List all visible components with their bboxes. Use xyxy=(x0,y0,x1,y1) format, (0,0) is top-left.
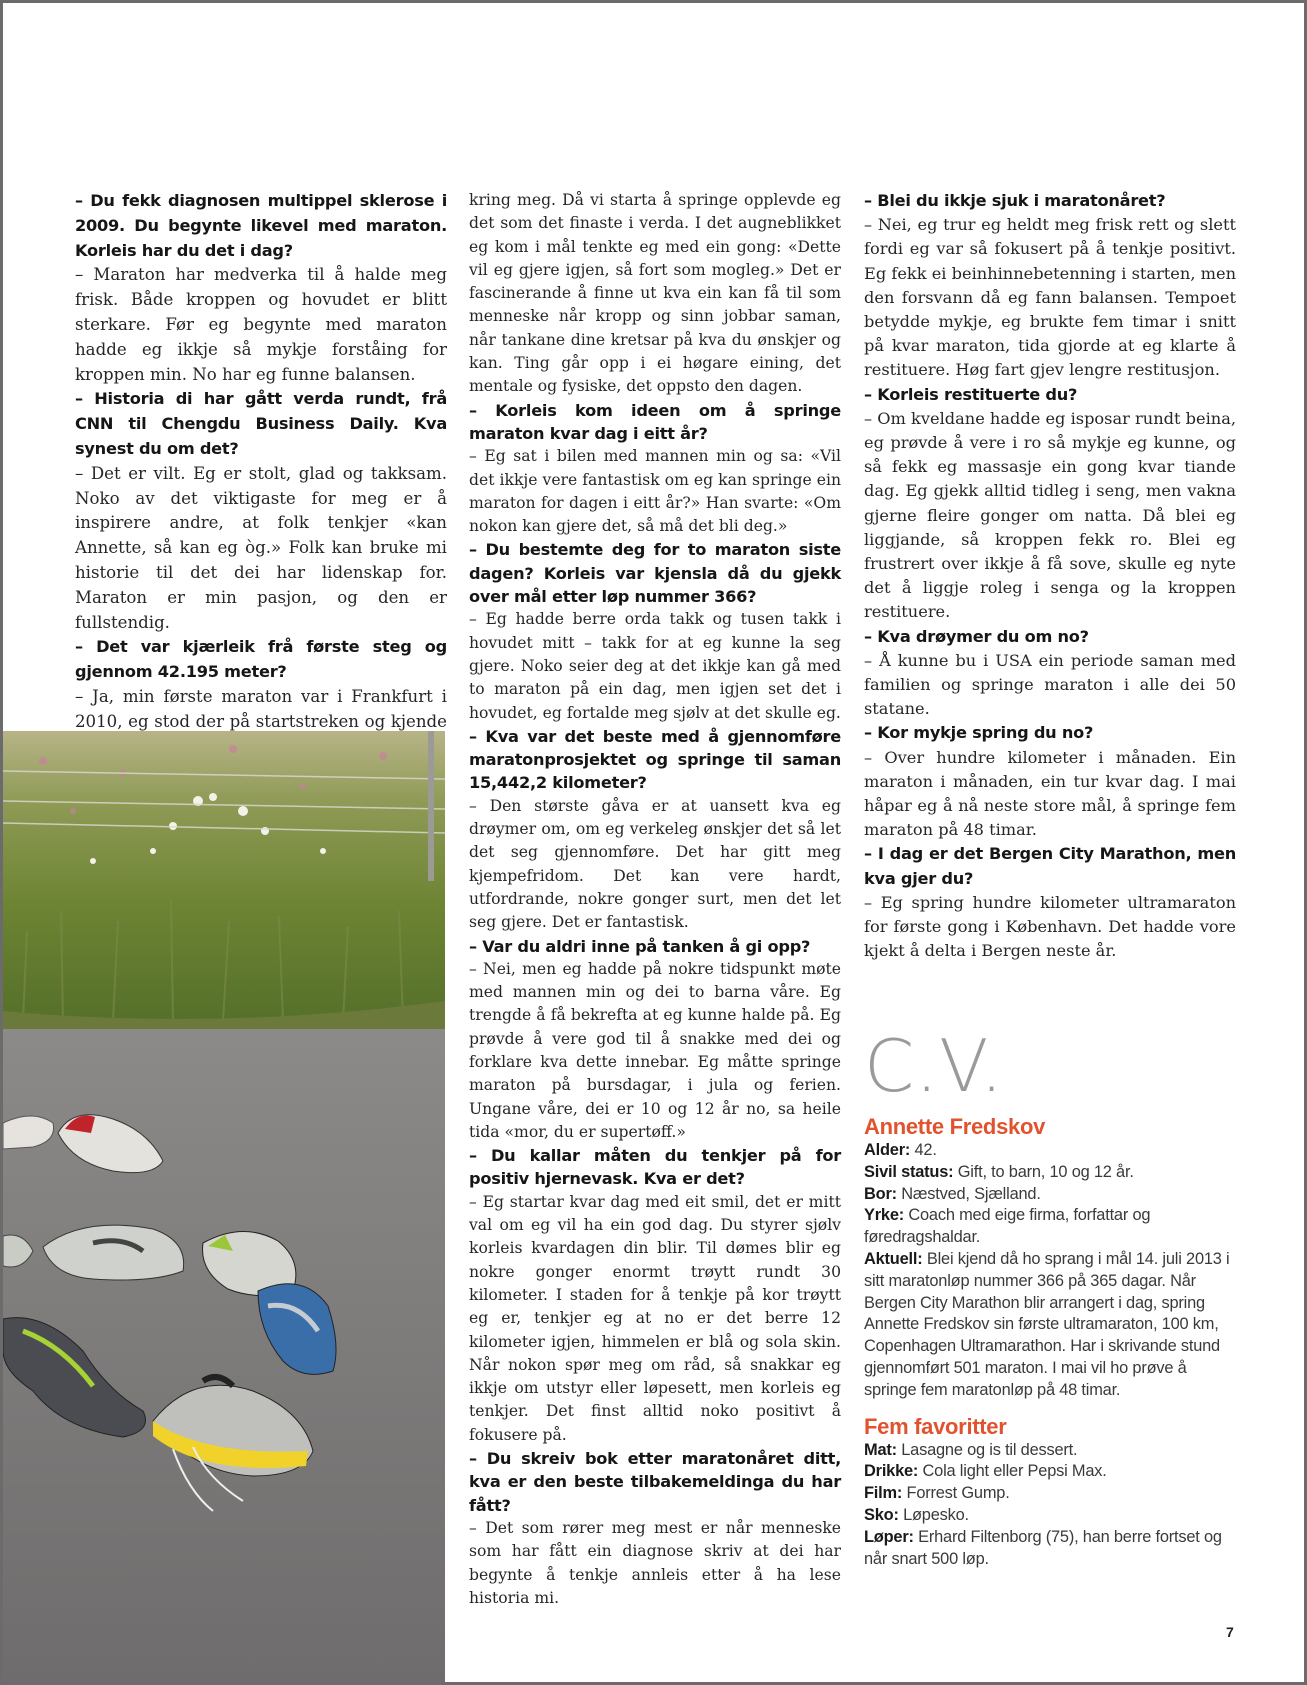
interview-answer: – Den største gåva er at uansett kva eg drøymer om, om eg verkeleg ønskjer det så let det seg gjennomføre. Det har gitt meg kjempefridom. Det kan vere hardt, utfordrande, nokre gonger surt, men det let seg gjere. Det er fantastisk. xyxy=(469,796,841,932)
interview-answer: – Ja, min første maraton var i Frankfurt i 2010, eg stod der på startstreken og kjende xyxy=(75,686,447,731)
interview-question: – Du skreiv bok etter maratonåret ditt, kva er den beste tilbakemeldinga du har fått? xyxy=(469,1449,841,1515)
interview-answer: – Nei, men eg hadde på nokre tidspunkt møte med mannen min og dei to barna våre. Eg trengde å få bekrefta at eg kunne halde på. Eg prøvde å vere god til å snakke med dei og forklare kva dette innebar. Eg måtte springe maraton på bursdagar, i jula og ferien. Ungane våre, dei er 10 og 12 år no, sa heile tida «mor, du er supertøff.» xyxy=(469,959,841,1141)
interview-answer: – Eg sat i bilen med mannen min og sa: «Vil det ikkje vere fantastisk om eg kan springe ein maraton for dagen i eitt år?» Han svarte: «Om nokon kan gjere det, så må det bli deg.» xyxy=(469,447,841,536)
interview-answer: – Over hundre kilometer i månaden. Ein maraton i månaden, ein tur kvar dag. I mai håpar eg å nå neste store mål, å springe fem maraton på 48 timar. xyxy=(864,747,1236,840)
interview-answer: – Eg hadde berre orda takk og tusen takk i hovudet mitt – takk for at eg kunne la seg gjere. Noko seier deg at det ikkje kan gå med to maraton på ein dag, men igjen set det i hovudet, eg fortalde meg sjølv at det skulle eg. xyxy=(469,610,841,722)
cv-fact-value: Blei kjend då ho sprang i mål 14. juli 2013 i sitt maratonløp nummer 366 på 365 dagar. Når Bergen City Marathon blir arrangert i dag, spring Annette Fredskov sin første ultramaraton, 100 km, Copenhagen Ultramarathon. Har i skrivande stund gjennomført 501 maraton. I mai vil ho prøve å springe fem maratonløp på 48 timar. xyxy=(864,1249,1230,1399)
interview-question: – Historia di har gått verda rundt, frå CNN til Chengdu Business Daily. Kva synest du om det? xyxy=(75,389,447,458)
article-column-3 xyxy=(864,189,1236,964)
interview-question: – Korleis kom ideen om å springe maraton kvar dag i eitt år? xyxy=(469,400,841,443)
favorite-item-label: Drikke: xyxy=(864,1462,919,1481)
interview-question: – Kva drøymer du om no? xyxy=(864,626,1089,646)
cv-fact-value: Næstved, Sjælland. xyxy=(896,1184,1041,1203)
cv-name: Annette Fredskov xyxy=(864,1114,1046,1139)
interview-answer: – Eg startar kvar dag med eit smil, det er mitt val om eg vil ha ein god dag. Du styrer sjølv korleis kvardagen din blir. Til dømes blir eg nokre gonger enormt trøytt rundt 30 kilometer. I staden for å tenkje på kor trøytt eg er, tenkjer eg at no er det berre 12 kilometer igjen, himmelen er blå og sola skin. Når nokon spør meg om råd, så snakkar eg ikkje om utstyr eller løpesett, men korleis eg tenkjer. Det finst alltid noko positivt å fokusere på. xyxy=(469,1192,841,1444)
interview-answer: kring meg. Då vi starta å springe opplevde eg det som det finaste i verda. I det augneblikket eg kom i mål tenkte eg med ein gong: «Dette vil eg gjere igjen, så fort som mogleg.» Det er fascinerande å finne ut kva ein kan få til som menneske når kropp og sinn jobbar saman, når tankane dine kretsar på kva du ønskjer og kan. Ting går opp i ei høgare eining, det mentale og fysiske, det oppsto den dagen. xyxy=(469,191,841,396)
cv-fact-label: Aktuell: xyxy=(864,1249,923,1268)
interview-question: – Du kallar måten du tenkjer på for positiv hjernevask. Kva er det? xyxy=(469,1146,841,1189)
favorite-item-value: Lasagne og is til dessert. xyxy=(896,1440,1078,1459)
interview-question: – Det var kjærleik frå første steg og gjennom 42.195 meter? xyxy=(75,637,447,682)
interview-answer: – Maraton har medverka til å halde meg frisk. Både kroppen og hovudet er blitt sterkare. Før eg begynte med maraton hadde eg ikkje så mykje forståing for kroppen min. No har eg funne balansen. xyxy=(75,265,447,384)
interview-question: – Korleis restituerte du? xyxy=(864,384,1078,404)
favorite-item-value: Forrest Gump. xyxy=(902,1484,1010,1503)
cv-fact-value: Gift, to barn, 10 og 12 år. xyxy=(953,1162,1134,1181)
cv-sidebar xyxy=(864,1024,1236,1570)
interview-question: – Blei du ikkje sjuk i maratonåret? xyxy=(864,191,1166,210)
cv-facts-list xyxy=(864,1140,1236,1402)
running-shoes-photo xyxy=(3,731,445,1685)
favorites-list xyxy=(864,1440,1236,1571)
cv-fact-label: Bor: xyxy=(864,1184,897,1203)
favorite-item xyxy=(864,1461,1236,1483)
interview-answer: – Eg spring hundre kilometer ultramaraton for første gong i København. Det hadde vore kjekt å delta i Bergen neste år. xyxy=(864,892,1236,961)
cv-fact xyxy=(864,1205,1236,1249)
cv-heading: C.V. xyxy=(864,1024,1005,1108)
favorite-item xyxy=(864,1440,1236,1462)
article-column-2 xyxy=(469,189,841,1610)
cv-fact xyxy=(864,1140,1236,1162)
interview-answer: – Nei, eg trur eg heldt meg frisk rett og slett fordi eg var så fokusert på å tenkje positivt. Eg fekk ei beinhinnebetenning i starten, men den forsvann då eg fann balansen. Tempoet betydde mykje, eg brukte fem timar i snitt på kvar maraton, tida gjorde at eg klarte å restituere. Høg fart gjev lengre restitusjon. xyxy=(864,215,1236,380)
favorite-item xyxy=(864,1527,1236,1571)
favorite-item xyxy=(864,1505,1236,1527)
favorite-item-label: Løper: xyxy=(864,1527,914,1546)
cv-fact-label: Alder: xyxy=(864,1141,911,1159)
cv-fact-value: 42. xyxy=(910,1141,937,1159)
interview-answer: – Det som rører meg mest er når menneske som har fått ein diagnose skriv at dei har begynte å tenkje annleis etter å ha lese historia mi. xyxy=(469,1518,841,1607)
favorite-item xyxy=(864,1483,1236,1505)
interview-question: – Var du aldri inne på tanken å gi opp? xyxy=(469,936,811,956)
interview-question: – Kor mykje spring du no? xyxy=(864,723,1094,743)
interview-answer: – Å kunne bu i USA ein periode saman med familien og springe maraton i alle dei 50 statane. xyxy=(864,650,1236,719)
favorite-item-value: Løpesko. xyxy=(898,1505,969,1524)
cv-fact-value: Coach med eige firma, forfattar og føredragshaldar. xyxy=(864,1206,1151,1247)
page-number: 7 xyxy=(1226,1624,1234,1640)
favorite-item-label: Mat: xyxy=(864,1440,897,1459)
cv-fact-label: Yrke: xyxy=(864,1206,905,1225)
cv-fact xyxy=(864,1249,1236,1402)
cv-fact xyxy=(864,1162,1236,1184)
interview-question: – Kva var det beste med å gjennomføre maratonprosjektet og springe til saman 15,442,2 kilometer? xyxy=(469,726,841,793)
cv-fact-label: Sivil status: xyxy=(864,1162,954,1181)
article-column-1 xyxy=(75,189,447,759)
interview-answer: – Det er vilt. Eg er stolt, glad og takksam. Noko av det viktigaste for meg er å inspirere andre, at folk tenkjer «kan Annette, så kan eg òg.» Folk kan bruke mi historie til det dei har lidenskap for. Maraton er min pasjon, og den er fullstendig. xyxy=(75,463,447,632)
favorite-item-value: Erhard Filtenborg (75), han berre fortset og når snart 500 løp. xyxy=(864,1527,1222,1568)
favorites-title: Fem favoritter xyxy=(864,1413,1007,1439)
interview-question: – Du bestemte deg for to maraton siste dagen? Korleis var kjensla då du gjekk over mål etter løp nummer 366? xyxy=(469,540,841,607)
favorite-item-label: Film: xyxy=(864,1484,903,1503)
favorite-item-label: Sko: xyxy=(864,1505,899,1524)
cv-fact xyxy=(864,1184,1236,1206)
interview-answer: – Om kveldane hadde eg isposar rundt beina, eg prøvde å vere i ro så mykje eg kunne, og så fekk eg massasje ein gong kvar tiande dag. Eg gjekk alltid tidleg i seng, men vakna gjerne fleire gonger om natta. Då blei eg liggjande, så kroppen fekk ro. Blei eg frustrert over ikkje å få sove, skulle eg nyte det å liggje roleg i senga og la kroppen restituere. xyxy=(864,408,1236,622)
interview-question: – I dag er det Bergen City Marathon, men kva gjer du? xyxy=(864,844,1236,888)
interview-question: – Du fekk diagnosen multippel sklerose i 2009. Du begynte likevel med maraton. Korleis har du det i dag? xyxy=(75,191,447,260)
favorite-item-value: Cola light eller Pepsi Max. xyxy=(918,1462,1107,1481)
